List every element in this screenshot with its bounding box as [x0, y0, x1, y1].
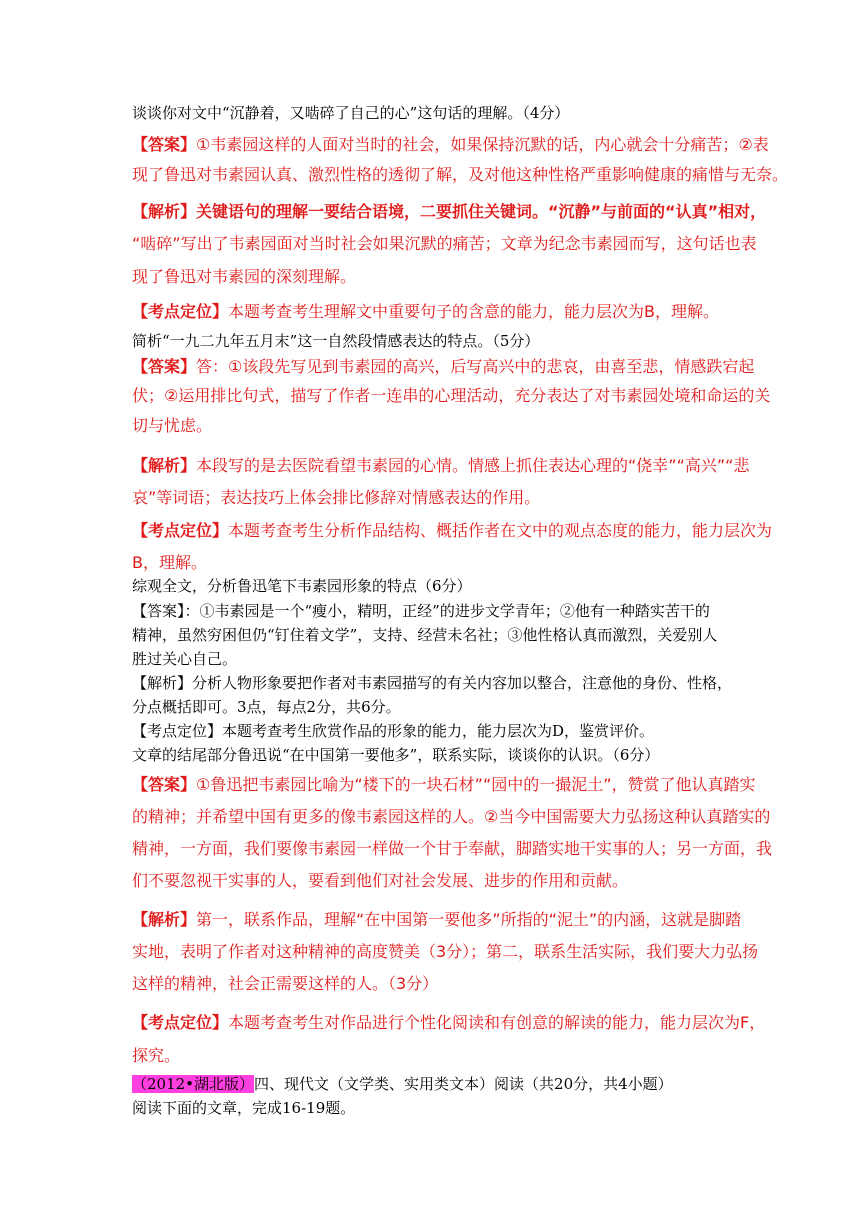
point-tag: 【考点定位】 [132, 1013, 229, 1032]
question-line: 谈谈你对文中“沉静着，又啮碎了自己的心”这句话的理解。（4分） [132, 104, 570, 122]
section-heading: （2012•湖北版）四、现代文（文学类、实用类文本）阅读（共20分，共4小题） [132, 1075, 673, 1093]
analysis-tag: 【解析】 [132, 910, 197, 929]
question-line: 简析“一九二九年五月末”这一自然段情感表达的特点。（5分） [132, 332, 540, 350]
analysis-line: 【解析】分析人物形象要把作者对韦素园描写的有关内容加以整合，注意他的身份、性格， [132, 674, 733, 692]
point-line: 【考点定位】本题考查考生分析作品结构、概括作者在文中的观点态度的能力，能力层次为 [132, 521, 773, 540]
analysis-line: 分点概括即可。3点，每点2分，共6分。 [132, 698, 401, 716]
answer-line: 现了鲁迅对韦素园认真、激烈性格的透彻了解，及对他这种性格严重影响健康的痛惜与无奈。 [132, 165, 789, 184]
answer-tag: 【答案】 [132, 775, 197, 794]
analysis-tag: 【解析】 [132, 202, 197, 221]
answer-line: 精神，虽然穷困但仍“钉住着文学”，支持、经营未名社；③他性格认真而激烈，关爱别人 [132, 626, 718, 644]
point-line: B，理解。 [132, 553, 207, 572]
point-line: 【考点定位】本题考查考生欣赏作品的形象的能力，能力层次为D，鉴赏评价。 [132, 722, 655, 740]
answer-tag: 【答案】 [132, 602, 185, 620]
point-tag: 【考点定位】 [132, 521, 229, 540]
answer-line: 精神，一方面，我们要像韦素园一样做一个甘于奉献，脚踏实地干实事的人；另一方面，我 [132, 839, 773, 858]
answer-tag: 【答案】 [132, 357, 197, 376]
analysis-line: 这样的精神，社会正需要这样的人。（3分） [132, 974, 439, 993]
point-tag: 【考点定位】 [132, 722, 223, 740]
point-line: 【考点定位】本题考查考生理解文中重要句子的含意的能力，能力层次为B，理解。 [132, 302, 719, 321]
answer-line: 【答案】：①韦素园是一个“瘦小，精明，正经”的进步文学青年；②他有一种踏实苦干的 [132, 602, 710, 620]
answer-line: 【答案】答：①该段先写见到韦素园的高兴，后写高兴中的悲哀，由喜至悲，情感跌宕起 [132, 357, 755, 376]
analysis-line: 现了鲁迅对韦素园的深刻理解。 [132, 267, 357, 286]
analysis-line: 哀”等词语；表达技巧上体会排比修辞对情感表达的作用。 [132, 488, 541, 507]
answer-line: 们不要忽视干实事的人，要看到他们对社会发展、进步的作用和贡献。 [132, 871, 629, 890]
point-line: 【考点定位】本题考查考生对作品进行个性化阅读和有创意的解读的能力，能力层次为F， [132, 1013, 766, 1032]
analysis-tag: 【解析】 [132, 674, 193, 692]
analysis-line: “啮碎”写出了韦素园面对当时社会如果沉默的痛苦；文章为纪念韦素园而写，这句话也表 [132, 234, 757, 253]
analysis-line: 实地，表明了作者对这种精神的高度赞美（3分）；第二，联系生活实际，我们要大力弘扬 [132, 942, 759, 961]
point-line: 探究。 [132, 1046, 181, 1065]
question-line: 综观全文，分析鲁迅笔下韦素园形象的特点（6分） [132, 577, 472, 595]
answer-line: 的精神；并希望中国有更多的像韦素园这样的人。②当今中国需要大力弘扬这种认真踏实的 [132, 807, 771, 826]
analysis-line: 【解析】第一，联系作品，理解“在中国第一要他多”所指的“泥土”的内涵，这就是脚踏 [132, 910, 742, 929]
answer-line: 【答案】①鲁迅把韦素园比喻为“楼下的一块石材”“园中的一撮泥土”，赞赏了他认真踏实 [132, 775, 756, 794]
source-highlight: （2012•湖北版） [132, 1075, 255, 1093]
answer-line: 胜过关心自己。 [132, 650, 238, 668]
answer-line: 【答案】①韦素园这样的人面对当时的社会，如果保持沉默的话，内心就会十分痛苦；②表 [132, 135, 769, 154]
answer-tag: 【答案】 [132, 135, 197, 154]
analysis-tag: 【解析】 [132, 456, 197, 475]
question-line: 文章的结尾部分鲁迅说“在中国第一要他多”，联系实际，谈谈你的认识。（6分） [132, 746, 660, 764]
answer-line: 切与忧虑。 [132, 416, 213, 435]
instruction-line: 阅读下面的文章，完成16-19题。 [132, 1099, 356, 1117]
analysis-line: 【解析】本段写的是去医院看望韦素园的心情。情感上抓住表达心理的“侥幸”“高兴”“悲 [132, 456, 750, 475]
analysis-line: 【解析】关键语句的理解一要结合语境，二要抓住关键词。“沉静”与前面的“认真”相对， [132, 202, 767, 221]
point-tag: 【考点定位】 [132, 302, 229, 321]
answer-line: 伏；②运用排比句式，描写了作者一连串的心理活动，充分表达了对韦素园处境和命运的关 [132, 386, 771, 405]
